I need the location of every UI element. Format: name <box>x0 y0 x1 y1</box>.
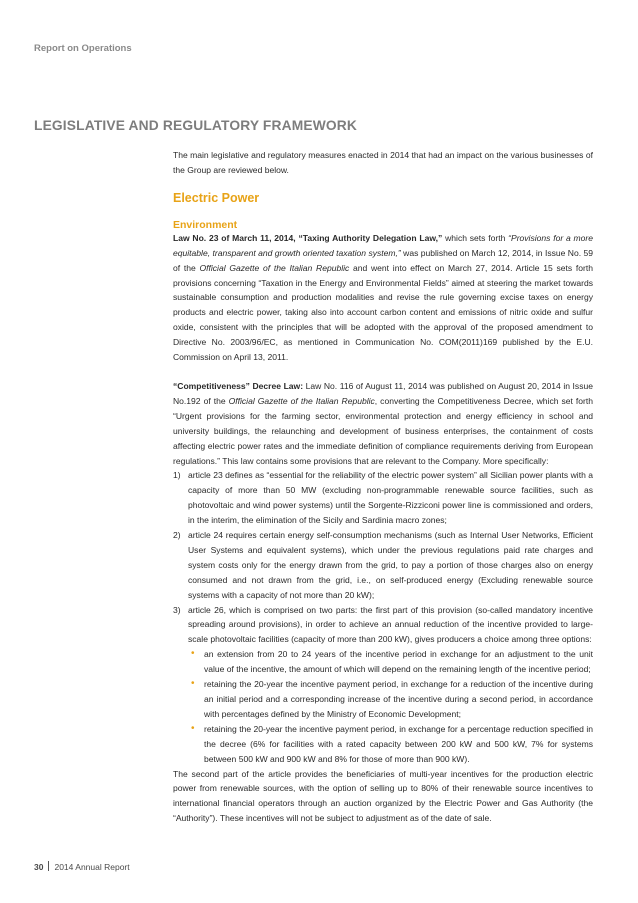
bullet-icon: • <box>191 648 195 660</box>
bullet-icon: • <box>191 722 195 734</box>
page-footer <box>34 861 130 872</box>
footer-divider <box>48 861 49 871</box>
page-header: Report on Operations <box>34 43 132 54</box>
law-23-paragraph: Law No. 23 of March 11, 2014, “Taxing Authority Delegation Law,” which sets forth “Provisions for a more equitable, transparent and growth oriented taxation system,” was published on March 12, 2014, in Issue No. 59 of the Official Gazette of the Italian Republic and went into effect on March 27, 2014. Article 15 sets forth provisions concerning “Taxation in the Energy and Environmental Fields” aimed at steering the market towards sustainable consumption and production modalities and revise the rule governing excise taxes on energy products and electric power, taking also into account carbon content and emissions of nitric oxide and sulfur oxide, consistent with the principles that will be adopted with the approval of the proposed amendment to Directive No. 2003/96/EC, as mentioned in Communication No. COM(2011)169 published by the E.U. Commission on April 13, 2011. <box>173 232 594 363</box>
environment-heading: Environment <box>173 218 238 231</box>
gazette-reference: Official Gazette of the Italian Republic <box>199 262 350 273</box>
list-item: • retaining the 20-year the incentive payment period, in exchange for a reduction of the incentive during an initial period and a corresponding increase of the incentive during a second period, in accordance with percentages defined by the Ministry of Economic Development; <box>191 678 593 719</box>
competitiveness-paragraph: “Competitiveness” Decree Law: Law No. 116 of August 11, 2014 was published on August 20, 2014 in Issue No.192 of the Official Gazette of the Italian Republic, converting the Competitiveness Decree, which set forth “Urgent provisions for the farming sector, environmental protection and energy efficiency in school and university buildings, the relaunching and development of business enterprises, the containment of costs affecting electric power rates and the immediate definition of compliance requirements deriving from European regulations.” This law contains some provisions that are relevant to the Company. More specifically: <box>173 380 593 466</box>
gazette-reference-2: Official Gazette of the Italian Republic <box>228 395 375 406</box>
law-23-title: Law No. 23 of March 11, 2014, “Taxing Authority Delegation Law,” <box>173 232 443 243</box>
list-item: 2) article 24 requires certain energy self-consumption mechanisms (such as Internal User Networks, Efficient User Systems and equivalent systems), which under the previous regulations paid rate charges and system costs only for the energy drawn from the grid, to pay a portion of those charges also on energy consumed and not drawn from the grid, i.e., on self-produced energy (Excluding renewable source systems with a capacity of not more than 20 kW); <box>173 530 593 600</box>
main-content <box>173 148 593 826</box>
report-name: 2014 Annual Report <box>54 862 130 872</box>
bullet-icon: • <box>191 678 195 690</box>
list-item: 1) article 23 defines as “essential for the reliability of the electric power system” all Sicilian power plants with a capacity of more than 50 MW (excluding non-programmable renewable source facilities, such as photovoltaic and wind power systems) until the Sorgente-Rizziconi power line is commissioned and orders, in the interim, the elimination of the Sicily and Sardinia macro zones; <box>173 470 593 526</box>
closing-paragraph: The second part of the article provides the beneficiaries of multi-year incentives for the production electric power from renewable sources, with the option of selling up to 80% of their renewable source incentives to international financial operators through an auction organized by the Electric Power and Gas Authority (the “Authority”). These incentives will not be subject to adjustment as of the date of sale. <box>173 768 593 824</box>
section-title: LEGISLATIVE AND REGULATORY FRAMEWORK <box>34 118 357 133</box>
competitiveness-title: “Competitiveness” Decree Law: <box>173 380 304 391</box>
law-23-italic-title: “Provisions for a more equitable, transparent and growth oriented taxation system,” <box>173 232 593 258</box>
list-item: • retaining the 20-year the incentive payment period, in exchange for a percentage reduction specified in the decree (6% for facilities with a rated capacity between 200 kW and 500 kW, 7% for systems between 500 kW and 900 kW and 8% for those of more than 900 kW). <box>191 722 593 764</box>
options-list <box>188 647 593 766</box>
list-item: 3) article 26, which is comprised on two parts: the first part of this provision (so-called mandatory incentive spreading around provisions), in order to achieve an annual reduction of the incentive provided to large-scale photovoltaic facilities (capacity of more than 200 kW), gives producers a choice among three options: • an extension from 20 to 24 years of the incentive period in exchange for an adjustment to the unit value of the incentive, the amount of which will depend on the remaining length of the incentive period; • retaining the 20-year the incentive payment period, in exchange for a reduction of the incentive during an initial period and a corresponding increase of the incentive during a second period, in accordance with percentages defined by the Ministry of Economic Development; • retaining the 20-year the incentive payment period, in exchange for a percentage reduction specified in the decree (6% for facilities with a rated capacity between 200 kW and 500 kW, 7% for systems between 500 kW and 900 kW and 8% for those of more than 900 kW). <box>173 603 593 767</box>
list-item: • an extension from 20 to 24 years of the incentive period in exchange for an adjustment to the unit value of the incentive, the amount of which will depend on the remaining length of the incentive period; <box>191 648 593 675</box>
intro-paragraph: The main legislative and regulatory measures enacted in 2014 that had an impact on the various businesses of the Group are reviewed below. <box>173 150 593 175</box>
articles-list <box>173 468 593 766</box>
page-number: 30 <box>34 862 44 872</box>
electric-power-heading: Electric Power <box>173 190 260 205</box>
